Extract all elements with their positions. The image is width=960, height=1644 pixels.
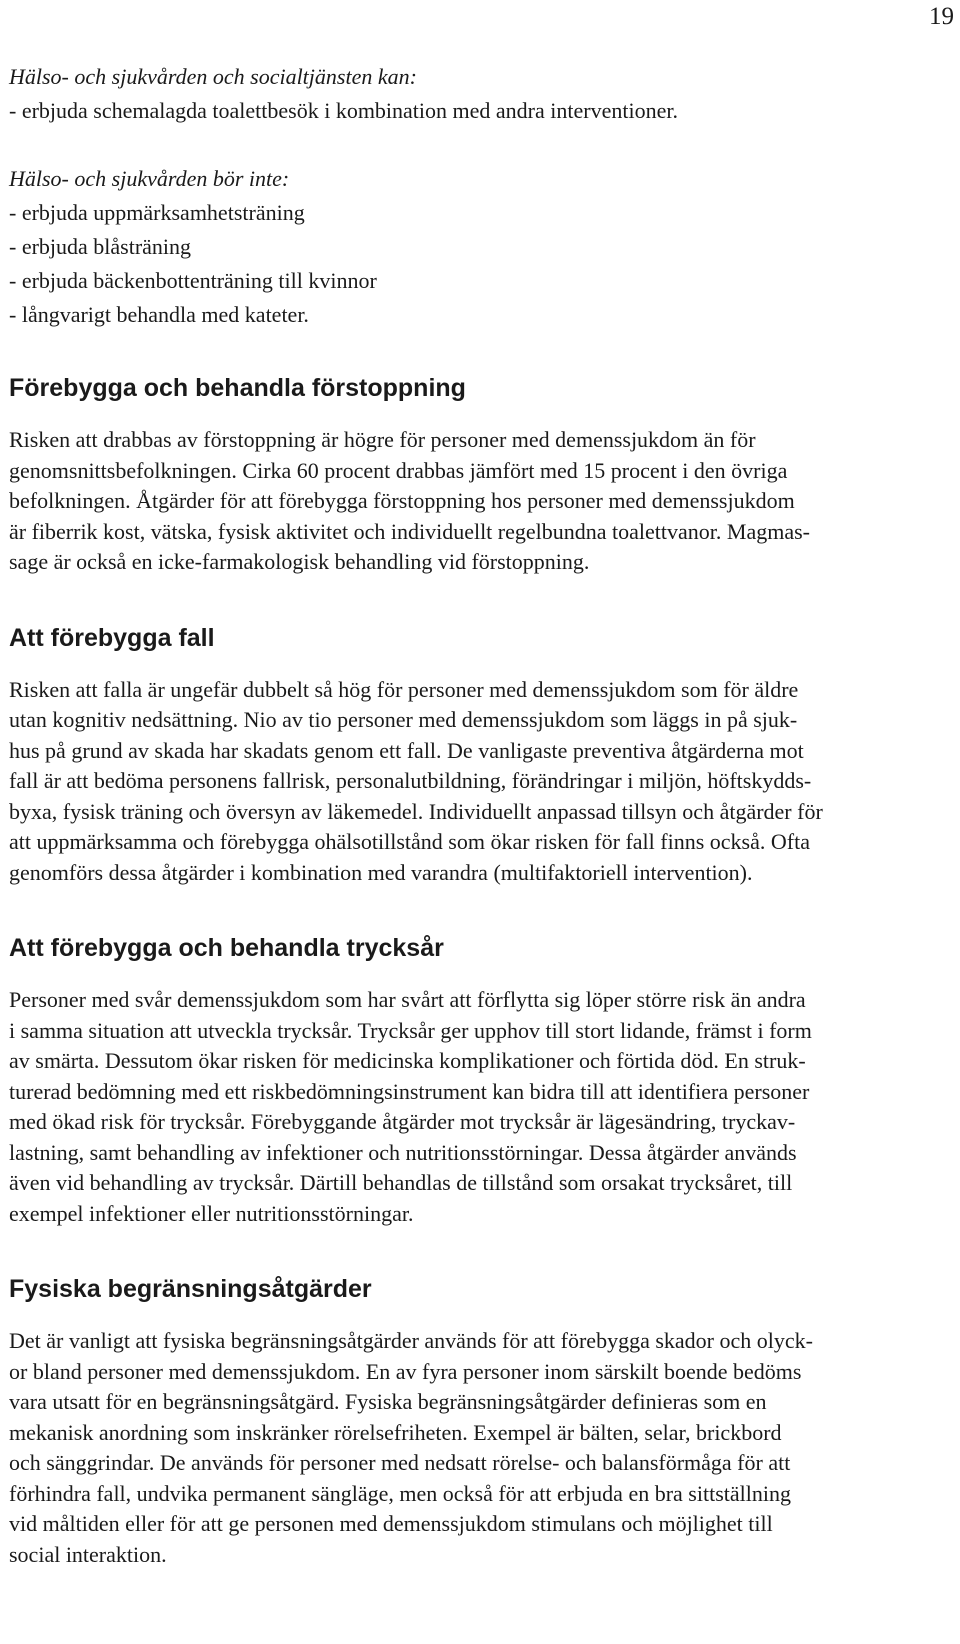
paragraph-line: social interaktion. bbox=[9, 1541, 167, 1567]
paragraph-line: även vid behandling av trycksår. Därtill behandlas de tillstånd som orsakat trycksåret, till bbox=[9, 1170, 793, 1195]
paragraph-line: or bland personer med demenssjukdom. En av fyra personer inom särskilt boende bedöms bbox=[9, 1358, 802, 1384]
paragraph-line: genomförs dessa åtgärder i kombination med varandra (multifaktoriell intervention). bbox=[9, 859, 753, 885]
paragraph-line: vid måltiden eller för att ge personen med demenssjukdom stimulans och möjlighet till bbox=[9, 1511, 773, 1536]
section-paragraph bbox=[9, 425, 955, 578]
paragraph-line: turerad bedömning med ett riskbedömningsinstrument kan bidra till att identifiera personer bbox=[9, 1078, 810, 1104]
section-constipation bbox=[9, 373, 955, 578]
paragraph-line: förhindra fall, undvika permanent sängläge, men också för att erbjuda en bra sittställning bbox=[9, 1480, 791, 1506]
should-not-item: - erbjuda bäckenbottenträning till kvinnor bbox=[9, 268, 377, 293]
paragraph-line: och sänggrindar. De används för personer med nedsatt rörelse- och balansförmåga för att bbox=[9, 1450, 791, 1475]
paragraph-line: att uppmärksamma och förebygga ohälsotillstånd som ökar risken för fall finns också. Ofta bbox=[9, 829, 810, 854]
section-pressure-ulcers bbox=[9, 933, 955, 1229]
can-item: - erbjuda schemalagda toalettbesök i kombination med andra interventioner. bbox=[9, 98, 678, 123]
paragraph-line: hus på grund av skada har skadats genom ett fall. De vanligaste preventiva åtgärderna mot bbox=[9, 737, 804, 763]
section-paragraph bbox=[9, 985, 955, 1229]
paragraph-line: Risken att falla är ungefär dubbelt så hög för personer med demenssjukdom som för äldre bbox=[9, 676, 799, 702]
paragraph-line: befolkningen. Åtgärder för att förebygga förstoppning hos personer med demenssjukdom bbox=[9, 488, 795, 513]
paragraph-line: mekanisk anordning som inskränker rörelsefriheten. Exempel är bälten, selar, brickbord bbox=[9, 1419, 782, 1445]
paragraph-line: fall är att bedöma personens fallrisk, personalutbildning, förändringar i miljön, höftskydds- bbox=[9, 768, 812, 793]
section-falls bbox=[9, 623, 955, 889]
paragraph-line: i samma situation att utveckla trycksår. Trycksår ger upphov till stort lidande, främst i form bbox=[9, 1017, 812, 1043]
paragraph-line: genomsnittsbefolkningen. Cirka 60 procent drabbas jämfört med 15 procent i den övriga bbox=[9, 457, 788, 483]
recommendation-block bbox=[9, 60, 955, 332]
page-number: 19 bbox=[929, 3, 954, 30]
paragraph-line: utan kognitiv nedsättning. Nio av tio personer med demenssjukdom som läggs in på sjuk- bbox=[9, 707, 798, 732]
paragraph-line: exempel infektioner eller nutritionsstörningar. bbox=[9, 1200, 414, 1226]
section-heading: Förebygga och behandla förstoppning bbox=[9, 374, 466, 402]
paragraph-line: är fiberrik kost, vätska, fysisk aktivitet och individuellt regelbundna toalettvanor. Magmas- bbox=[9, 518, 810, 544]
section-physical-restraints bbox=[9, 1274, 955, 1570]
paragraph-line: med ökad risk för trycksår. Förebyggande åtgärder mot trycksår är lägesändring, tryckav- bbox=[9, 1109, 796, 1134]
section-paragraph bbox=[9, 1326, 955, 1570]
should-not-item: - erbjuda blåsträning bbox=[9, 234, 192, 259]
paragraph-line: byxa, fysisk träning och översyn av läkemedel. Individuellt anpassad tillsyn och åtgärder för bbox=[9, 798, 823, 824]
should-not-item: - långvarigt behandla med kateter. bbox=[9, 302, 309, 327]
section-heading: Fysiska begränsningsåtgärder bbox=[9, 1275, 372, 1303]
section-heading: Att förebygga och behandla trycksår bbox=[9, 934, 444, 962]
paragraph-line: Risken att drabbas av förstoppning är högre för personer med demenssjukdom än för bbox=[9, 427, 756, 452]
paragraph-line: lastning, samt behandling av infektioner och nutritionsstörningar. Dessa åtgärder används bbox=[9, 1139, 797, 1165]
paragraph-line: Personer med svår demenssjukdom som har svårt att förflytta sig löper större risk än andra bbox=[9, 987, 806, 1012]
section-heading: Att förebygga fall bbox=[9, 623, 215, 652]
page-content bbox=[9, 60, 955, 1570]
can-heading: Hälso- och sjukvården och socialtjänsten kan: bbox=[9, 64, 417, 89]
should-not-item: - erbjuda uppmärksamhetsträning bbox=[9, 200, 305, 225]
section-paragraph bbox=[9, 675, 955, 889]
paragraph-line: vara utsatt för en begränsningsåtgärd. Fysiska begränsningsåtgärder definieras som en bbox=[9, 1389, 767, 1414]
paragraph-line: sage är också en icke-farmakologisk behandling vid förstoppning. bbox=[9, 549, 590, 574]
paragraph-line: Det är vanligt att fysiska begränsningsåtgärder används för att förebygga skador och olyck- bbox=[9, 1328, 813, 1353]
paragraph-line: av smärta. Dessutom ökar risken för medicinska komplikationer och förtida död. En struk- bbox=[9, 1048, 806, 1073]
should-not-heading: Hälso- och sjukvården bör inte: bbox=[9, 166, 290, 191]
